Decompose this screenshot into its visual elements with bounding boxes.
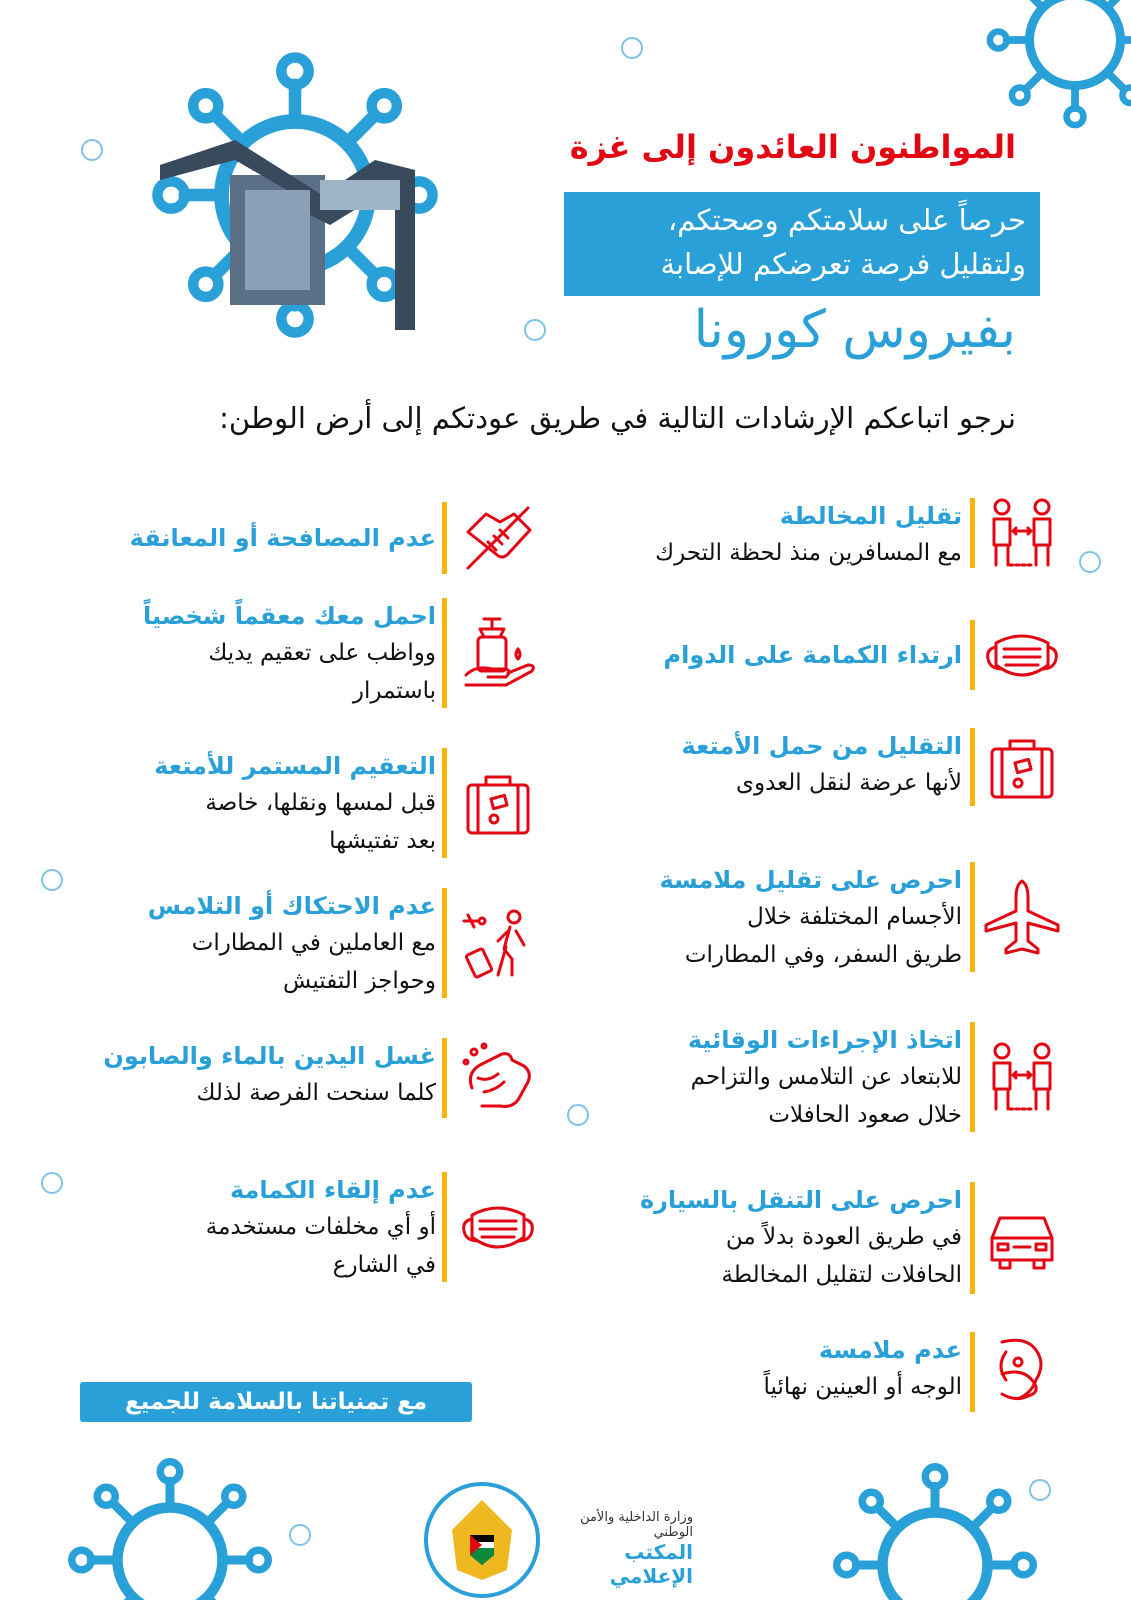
guideline-heading: تقليل المخالطة (779, 502, 962, 530)
accent-bar (970, 1022, 975, 1132)
guideline-body: كلما سنحت الفرصة لذلك (196, 1080, 436, 1106)
guideline-heading: احمل معك معقماً شخصياً (143, 602, 436, 630)
guideline-body: باستمرار (352, 678, 436, 704)
intro-text: نرجو اتباعكم الإرشادات التالية في طريق عودتكم إلى أرض الوطن: (219, 401, 1016, 435)
guideline-body: في الشارع (332, 1252, 436, 1278)
guideline-item (570, 728, 1070, 806)
guideline-item (70, 598, 560, 708)
accent-bar (442, 748, 447, 858)
guideline-body: الأجسام المختلفة خلال (747, 904, 962, 930)
accent-bar (442, 502, 447, 574)
virus-icon (72, 1462, 269, 1600)
airplane-icon (982, 877, 1062, 957)
subtitle-line: ولتقليل فرصة تعرضكم للإصابة (660, 247, 1026, 281)
guideline-heading: عدم الاحتكاك أو التلامس (147, 892, 436, 920)
hand-sanitizer-icon (458, 613, 538, 693)
guideline-item (70, 1172, 560, 1282)
office-title: المكتب الإعلامي (609, 1540, 693, 1588)
car-icon (982, 1198, 1062, 1278)
luggage-icon (458, 763, 538, 843)
ministry-name (548, 1510, 693, 1588)
guideline-item (570, 1182, 1070, 1294)
accent-bar (442, 888, 447, 998)
guideline-body: طريق السفر، وفي المطارات (684, 942, 962, 968)
guideline-body: قبل لمسها ونقلها، خاصة (205, 790, 436, 816)
face-touch-icon (982, 1332, 1062, 1412)
virus-icon (837, 1467, 1034, 1600)
guideline-body: وواظب على تعقيم يديك (208, 640, 436, 666)
accent-bar (970, 862, 975, 972)
accent-bar (970, 1332, 975, 1412)
guideline-heading: التعقيم المستمر للأمتعة (154, 752, 436, 780)
guideline-body: الحافلات لتقليل المخالطة (721, 1262, 962, 1288)
guideline-heading: عدم المصافحة أو المعانقة (129, 524, 436, 552)
face-mask-icon (458, 1187, 538, 1267)
guideline-heading: احرص على تقليل ملامسة (659, 866, 962, 894)
ministry-title: وزارة الداخلية والأمن الوطني (580, 1510, 693, 1540)
accent-bar (970, 498, 975, 568)
guideline-item (70, 888, 560, 998)
guideline-heading: عدم ملامسة (818, 1336, 962, 1364)
no-handshake-icon (458, 498, 538, 578)
guideline-item (570, 498, 1070, 568)
closing-banner: مع تمنياتنا بالسلامة للجميع (80, 1382, 472, 1422)
accent-bar (970, 1182, 975, 1294)
guideline-item (570, 862, 1070, 972)
virus-icon (990, 0, 1131, 125)
face-mask-icon (982, 615, 1062, 695)
guideline-heading: غسل اليدين بالماء والصابون (103, 1042, 436, 1070)
page-title: المواطنون العائدون إلى غزة (569, 128, 1016, 166)
subtitle-line: حرصاً على سلامتكم وصحتكم، (667, 203, 1026, 237)
palestine-emblem-logo (412, 1470, 552, 1600)
guideline-heading: اتخاذ الإجراءات الوقائية (687, 1026, 962, 1054)
guideline-body: مع المسافرين منذ لحظة التحرك (655, 540, 962, 566)
subtitle-box (564, 192, 1040, 296)
guideline-body: مع العاملين في المطارات (191, 930, 436, 956)
guideline-heading: احرص على التنقل بالسيارة (639, 1186, 962, 1214)
border-crossing-illustration (160, 140, 415, 330)
guideline-item (570, 1022, 1070, 1132)
guideline-heading: عدم إلقاء الكمامة (229, 1176, 436, 1204)
guideline-body: خلال صعود الحافلات (768, 1102, 962, 1128)
accent-bar (970, 728, 975, 806)
guideline-item (70, 748, 560, 858)
guideline-body: للابتعاد عن التلامس والتزاحم (690, 1064, 962, 1090)
guideline-item (70, 1038, 560, 1118)
guideline-item (570, 1332, 1070, 1412)
hand-wash-icon (458, 1038, 538, 1118)
guideline-body: بعد تفتيشها (329, 828, 436, 854)
accent-bar (442, 598, 447, 708)
luggage-icon (982, 727, 1062, 807)
subtitle-corona: بفيروس كورونا (693, 300, 1016, 360)
guideline-heading: التقليل من حمل الأمتعة (681, 732, 962, 760)
traveler-icon (458, 903, 538, 983)
guideline-body: الوجه أو العينين نهائياً (763, 1374, 962, 1400)
social-distance-icon (982, 493, 1062, 573)
accent-bar (970, 620, 975, 690)
guideline-body: أو أي مخلفات مستخدمة (205, 1214, 436, 1240)
guideline-item (570, 620, 1070, 690)
accent-bar (442, 1038, 447, 1118)
guideline-body: لأنها عرضة لنقل العدوى (735, 770, 962, 796)
guideline-body: وحواجز التفتيش (283, 968, 436, 994)
social-distance-icon (982, 1037, 1062, 1117)
accent-bar (442, 1172, 447, 1282)
guideline-heading: ارتداء الكمامة على الدوام (663, 641, 962, 669)
guideline-body: في طريق العودة بدلاً من (725, 1224, 962, 1250)
guideline-item (70, 502, 560, 574)
